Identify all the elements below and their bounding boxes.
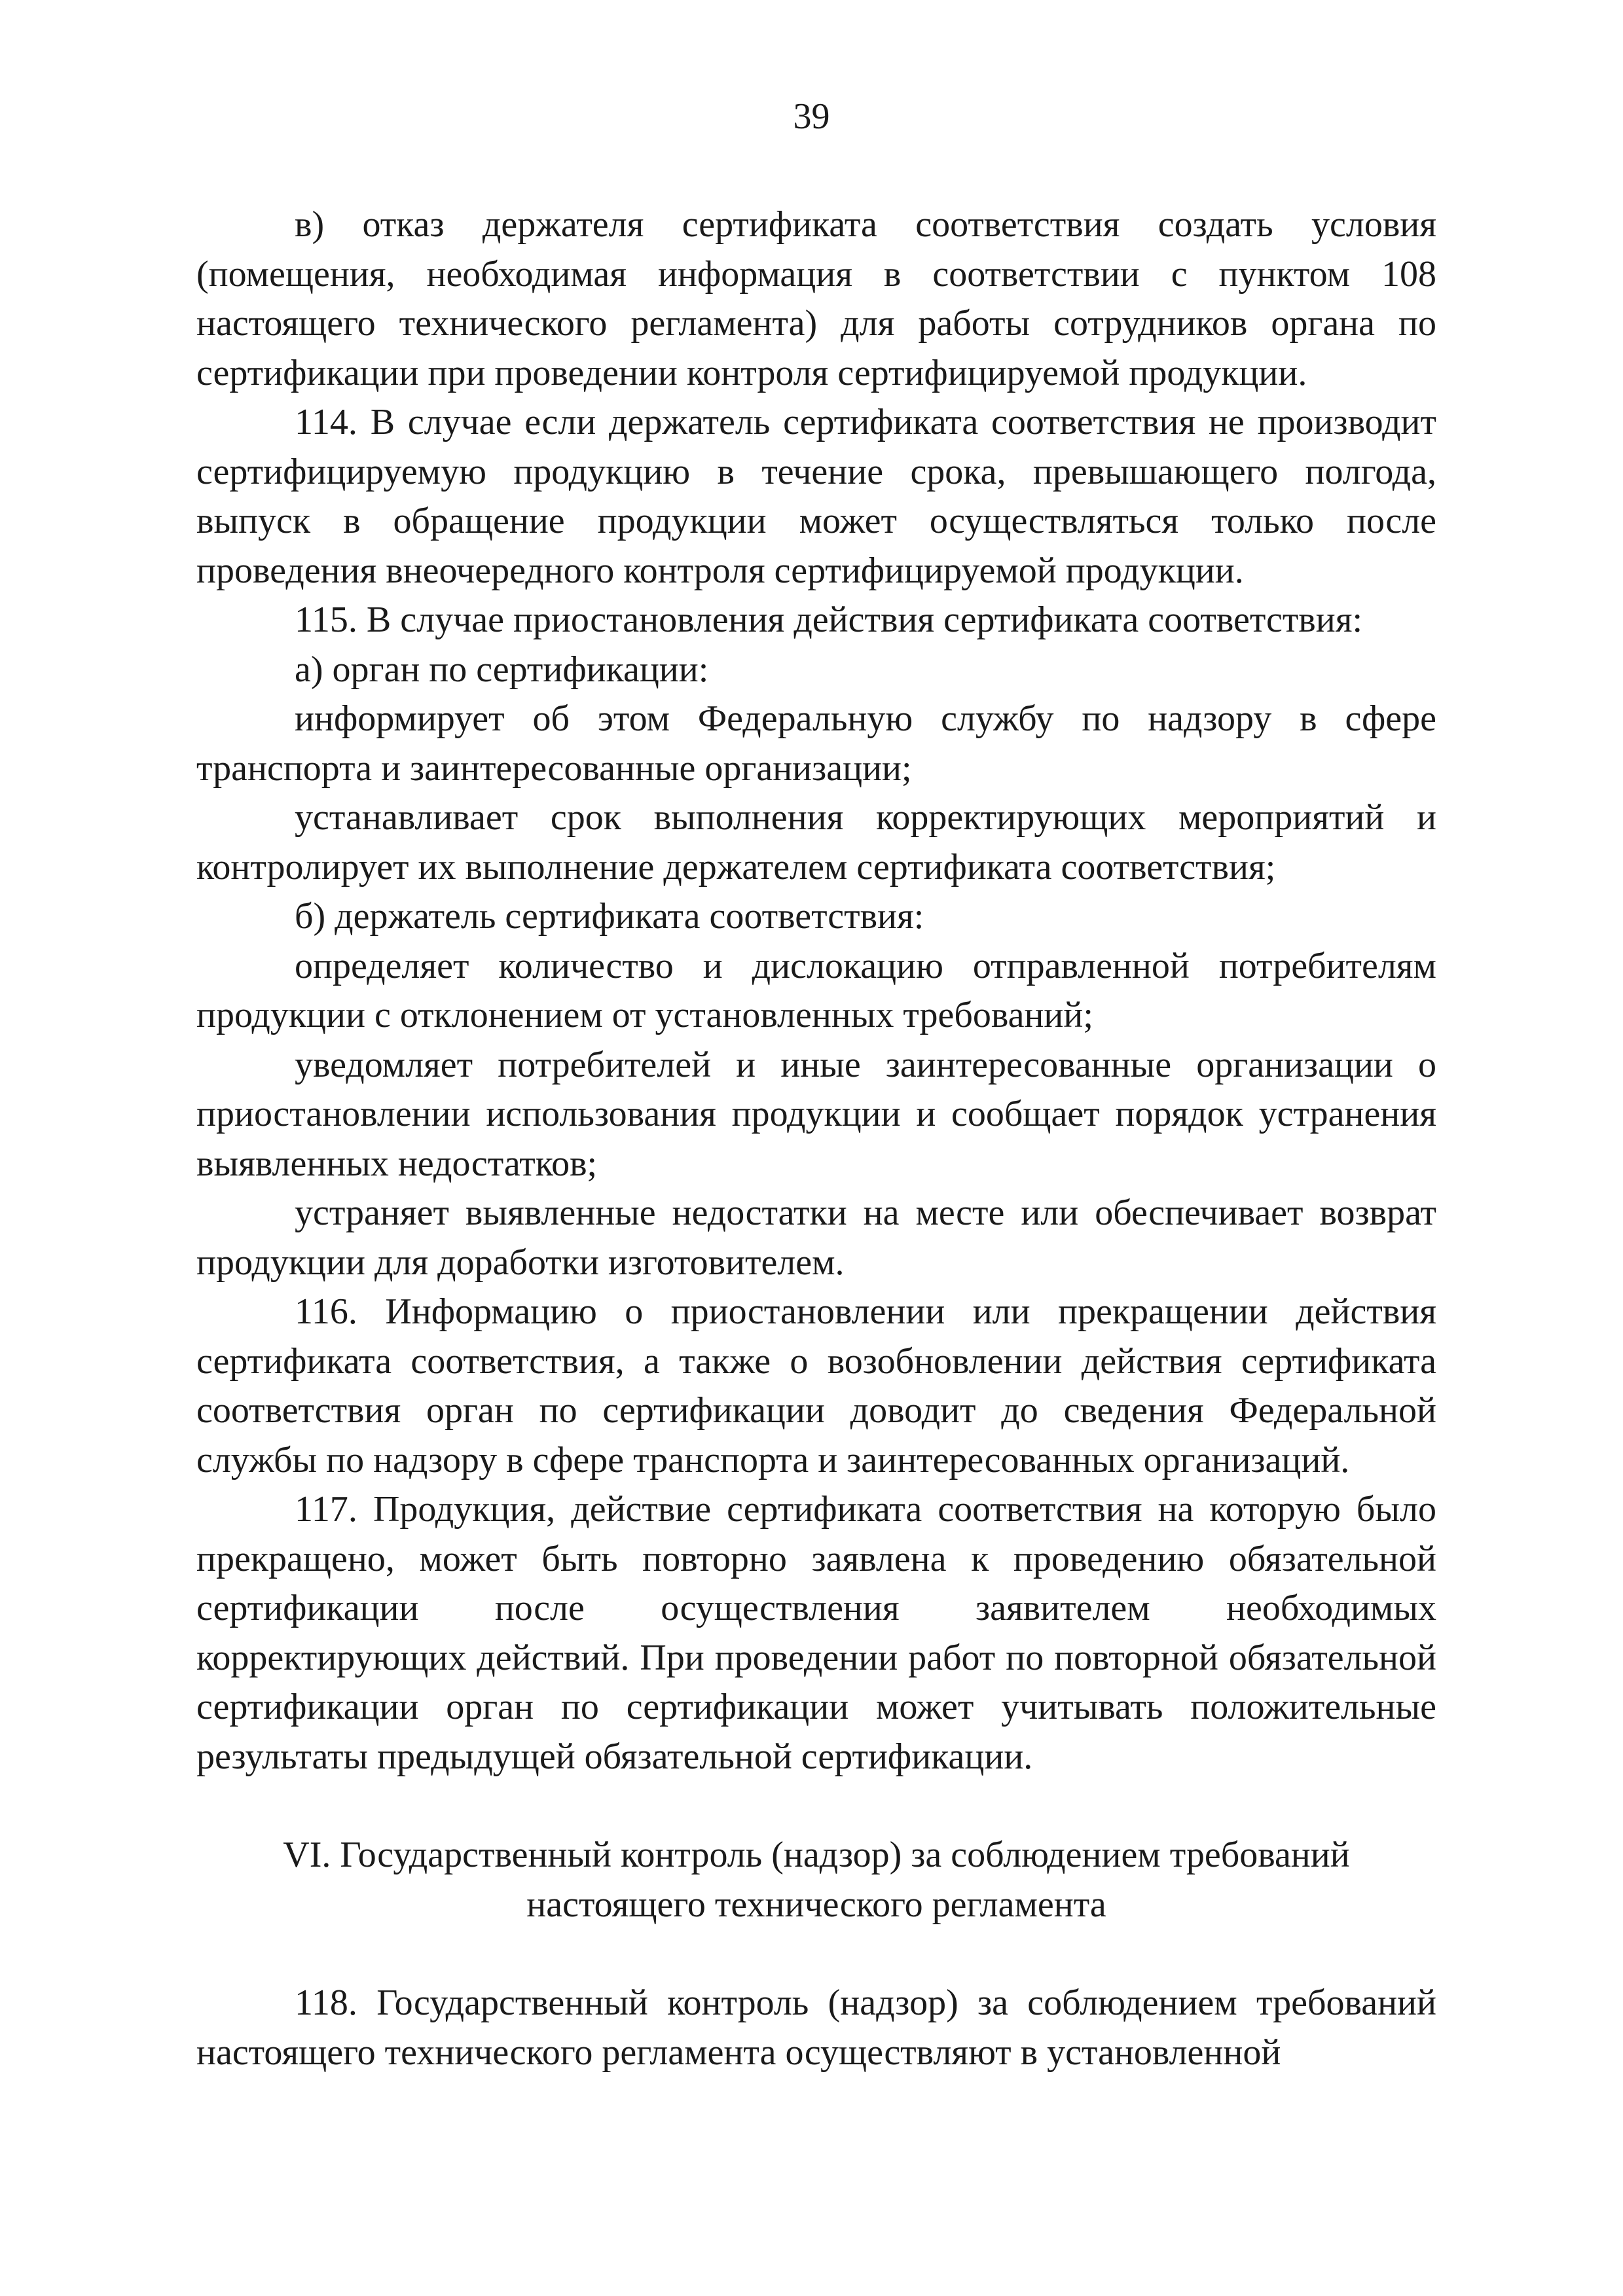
paragraph-115: 115. В случае приостановления действия сертификата соответствия: (295, 600, 1363, 640)
paragraph-115-a-2: устанавливает срок выполнения корректирующих мероприятий и контролирует их выполнение держателем сертификата соответствия; (196, 797, 1436, 888)
section-heading-line-1: VI. Государственный контроль (надзор) за соблюдением требований (283, 1835, 1350, 1875)
paragraph-115-b-2: уведомляет потребителей и иные заинтересованные организации о приостановлении использования продукции и сообщает порядок устранения выявленных недостатков; (196, 1044, 1436, 1184)
document-body (196, 200, 1436, 2077)
section-heading-line-2: настоящего технического регламента (526, 1884, 1106, 1925)
paragraph-115-b-3: устраняет выявленные недостатки на месте или обеспечивает возврат продукции для доработки изготовителем. (196, 1193, 1436, 1283)
page-number: 39 (793, 96, 830, 137)
paragraph-115-b-1: определяет количество и дислокацию отправленной потребителям продукции с отклонением от установленных требований; (196, 945, 1436, 1035)
paragraph-115-a-1: информирует об этом Федеральную службу по надзору в сфере транспорта и заинтересованные организации; (196, 698, 1436, 789)
paragraph-115-a: а) орган по сертификации: (295, 649, 709, 690)
paragraph-116: 116. Информацию о приостановлении или прекращении действия сертификата соответствия, а также о возобновлении действия сертификата соответствия орган по сертификации доводит до сведения Федеральной службы по надзору в сфере транспорта и заинтересованных организаций. (196, 1291, 1436, 1480)
paragraph-117: 117. Продукция, действие сертификата соответствия на которую было прекращено, может быть повторно заявлена к проведению обязательной сертификации после осуществления заявителем необходимых корректирующих действий. При проведении работ по повторной обязательной сертификации орган по сертификации может учитывать положительные результаты предыдущей обязательной сертификации. (196, 1489, 1436, 1777)
section-heading (196, 1831, 1436, 1929)
paragraph-115-b: б) держатель сертификата соответствия: (295, 896, 924, 937)
paragraph-118: 118. Государственный контроль (надзор) за соблюдением требований настоящего технического регламента осуществляют в установленной (196, 1982, 1436, 2073)
paragraph-item-v: в) отказ держателя сертификата соответствия создать условия (помещения, необходимая информация в соответствии с пунктом 108 настоящего технического регламента) для работы сотрудников органа по сертификации при проведении контроля сертифицируемой продукции. (196, 204, 1436, 393)
paragraph-114: 114. В случае если держатель сертификата соответствия не производит сертифицируемую продукцию в течение срока, превышающего полгода, выпуск в обращение продукции может осуществляться только после проведения внеочередного контроля сертифицируемой продукции. (196, 402, 1436, 591)
